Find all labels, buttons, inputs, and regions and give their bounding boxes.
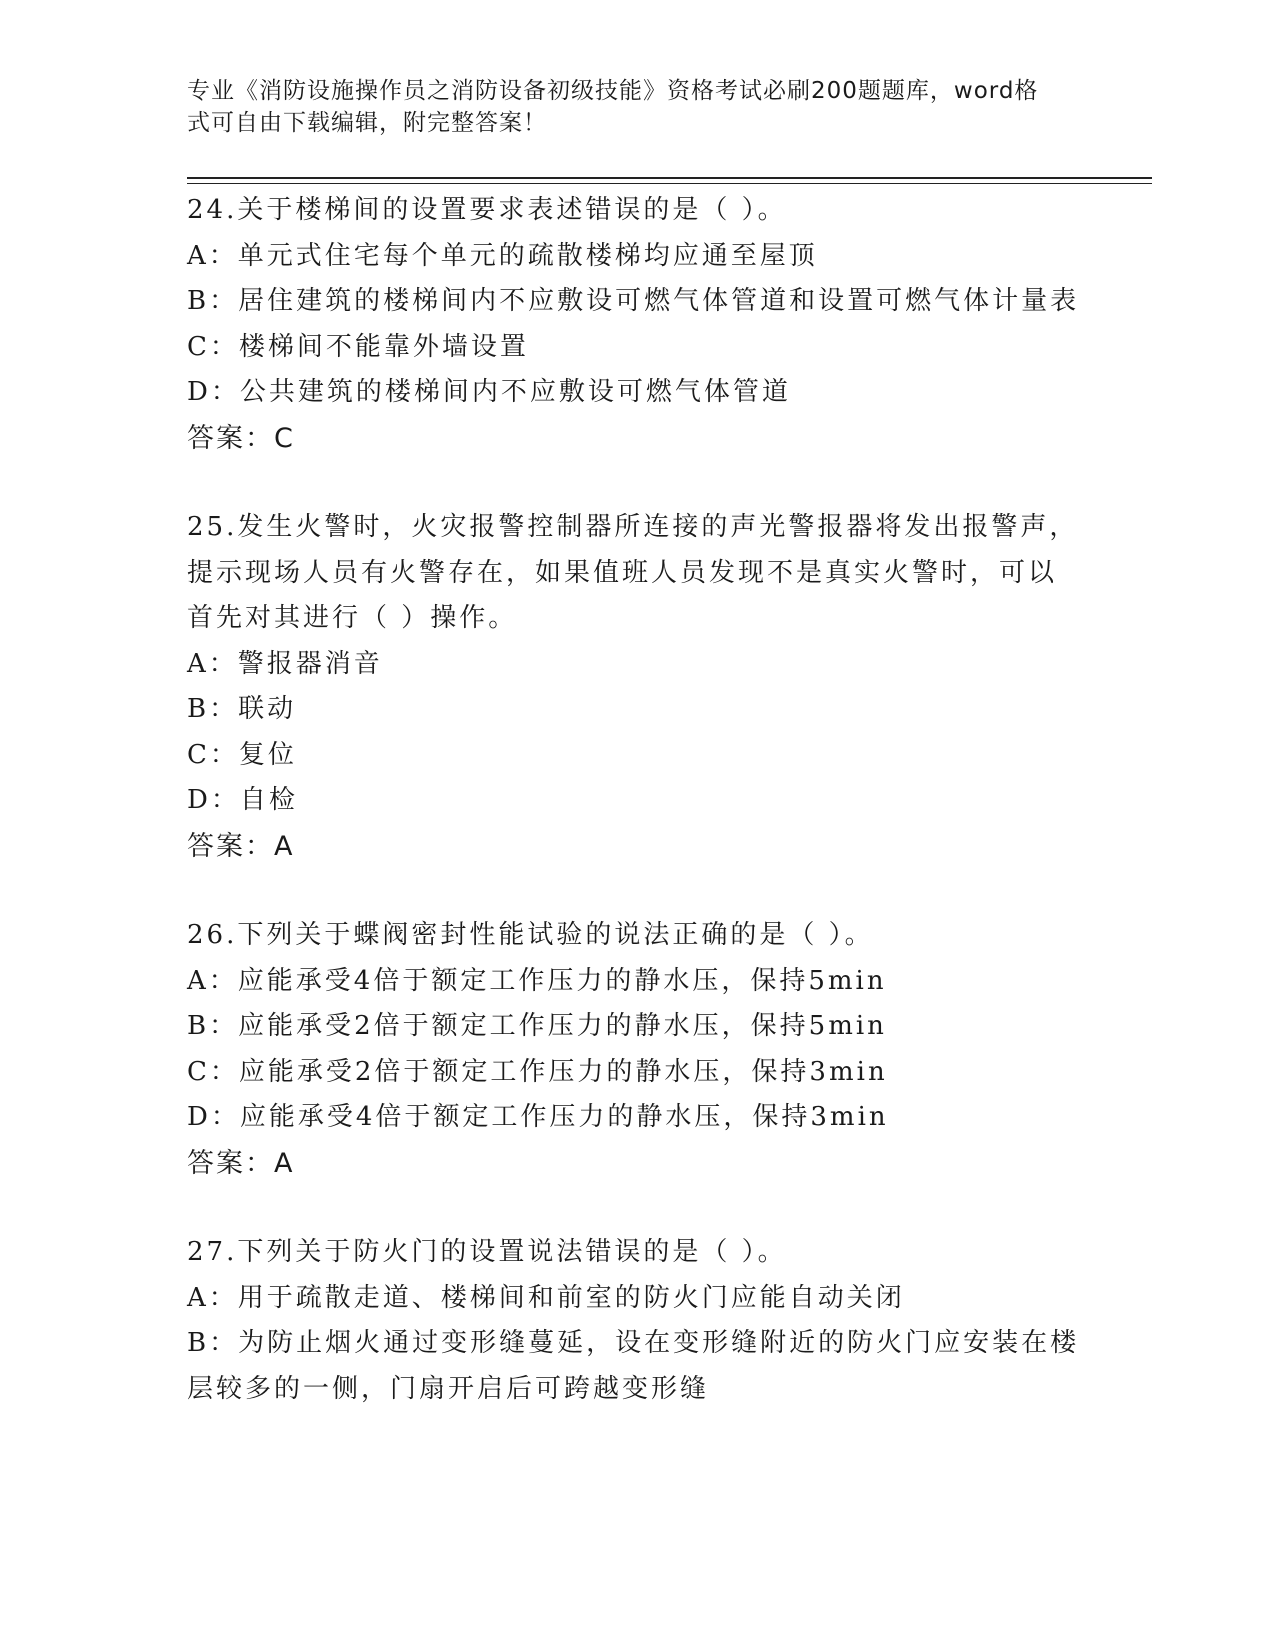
option-a: A：警报器消音 <box>187 648 383 679</box>
answer: 答案：C <box>187 422 295 454</box>
header-rule-thin <box>187 183 1152 184</box>
option-c: C：应能承受2倍于额定工作压力的静水压，保持3min <box>187 1056 888 1087</box>
question-stem: 27.下列关于防火门的设置说法错误的是（ ）。 <box>187 1237 787 1267</box>
question-stem: 26.下列关于蝶阀密封性能试验的说法正确的是（ ）。 <box>187 920 874 950</box>
question-27 <box>187 1230 1117 1412</box>
option-c: C：楼梯间不能靠外墙设置 <box>187 331 529 362</box>
answer: 答案：A <box>187 1147 295 1179</box>
option-a: A：用于疏散走道、楼梯间和前室的防火门应能自动关闭 <box>187 1282 905 1313</box>
option-b-line-1: B：为防止烟火通过变形缝蔓延，设在变形缝附近的防火门应安装在楼 <box>187 1328 1080 1358</box>
question-stem-line-3: 首先对其进行（ ）操作。 <box>187 603 518 633</box>
option-b: B：居住建筑的楼梯间内不应敷设可燃气体管道和设置可燃气体计量表 <box>187 286 1080 316</box>
document-header <box>187 75 1067 139</box>
question-25 <box>187 505 1117 869</box>
answer: 答案：A <box>187 830 295 862</box>
question-stem-line-1: 25.发生火警时，火灾报警控制器所连接的声光警报器将发出报警声， <box>187 512 1079 542</box>
header-rule-thick <box>187 177 1152 179</box>
question-stem: 24.关于楼梯间的设置要求表述错误的是（ ）。 <box>187 195 787 225</box>
header-line-2: 式可自由下载编辑，附完整答案！ <box>187 110 547 136</box>
option-d: D：自检 <box>187 785 298 815</box>
option-d: D：应能承受4倍于额定工作压力的静水压，保持3min <box>187 1102 889 1132</box>
question-list <box>187 188 1117 1456</box>
option-a: A：单元式住宅每个单元的疏散楼梯均应通至屋顶 <box>187 240 818 271</box>
option-a: A：应能承受4倍于额定工作压力的静水压，保持5min <box>187 965 887 996</box>
question-stem-line-2: 提示现场人员有火警存在，如果值班人员发现不是真实火警时，可以 <box>187 557 1058 588</box>
question-26 <box>187 913 1117 1186</box>
option-c: C：复位 <box>187 739 297 770</box>
question-24 <box>187 188 1117 461</box>
option-b: B：应能承受2倍于额定工作压力的静水压，保持5min <box>187 1011 887 1041</box>
option-d: D：公共建筑的楼梯间内不应敷设可燃气体管道 <box>187 377 791 407</box>
option-b: B：联动 <box>187 694 297 724</box>
option-b-line-2: 层较多的一侧，门扇开启后可跨越变形缝 <box>187 1373 710 1404</box>
header-line-1: 专业《消防设施操作员之消防设备初级技能》资格考试必刷200题题库，word格 <box>187 78 1039 104</box>
